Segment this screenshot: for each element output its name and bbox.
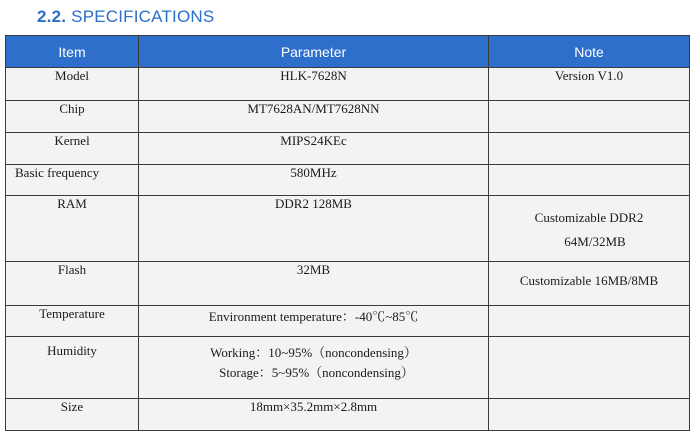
table-row-frequency	[6, 165, 690, 196]
note-line-2: 64M/32MB	[564, 234, 626, 249]
table-row-chip	[6, 101, 690, 133]
cell-note	[489, 165, 690, 196]
header-note: Note	[489, 36, 690, 68]
cell-parameter: 18mm×35.2mm×2.8mm	[139, 399, 489, 431]
section-title: SPECIFICATIONS	[71, 7, 215, 26]
specifications-table	[5, 35, 690, 431]
cell-item: Model	[6, 68, 139, 101]
cell-parameter	[139, 337, 489, 399]
cell-note	[489, 306, 690, 337]
cell-parameter: 580MHz	[139, 165, 489, 196]
cell-note	[489, 133, 690, 165]
section-number: 2.2.	[37, 7, 67, 26]
cell-note	[489, 337, 690, 399]
parameter-line-1: Working：10~95%（noncondensing）	[210, 345, 417, 360]
section-heading	[37, 7, 214, 27]
table-row-size	[6, 399, 690, 431]
cell-item: Chip	[6, 101, 139, 133]
cell-note	[489, 196, 690, 262]
table-row-humidity	[6, 337, 690, 399]
cell-item: RAM	[6, 196, 139, 262]
cell-item: Flash	[6, 262, 139, 306]
cell-parameter: Environment temperature：-40℃~85℃	[139, 306, 489, 337]
cell-parameter: DDR2 128MB	[139, 196, 489, 262]
table-row-flash	[6, 262, 690, 306]
parameter-line-2: Storage：5~95%（noncondensing）	[219, 365, 414, 380]
note-line-1: Customizable DDR2	[534, 210, 644, 225]
header-item: Item	[6, 36, 139, 68]
table-row-kernel	[6, 133, 690, 165]
cell-note	[489, 101, 690, 133]
cell-item: Humidity	[6, 337, 139, 399]
cell-note	[489, 399, 690, 431]
cell-item: Temperature	[6, 306, 139, 337]
cell-parameter: 32MB	[139, 262, 489, 306]
cell-note: Customizable 16MB/8MB	[489, 262, 690, 306]
cell-note: Version V1.0	[489, 68, 690, 101]
table-row-ram	[6, 196, 690, 262]
table-row-model	[6, 68, 690, 101]
table-row-temperature	[6, 306, 690, 337]
cell-item: Basic frequency	[6, 165, 139, 196]
cell-item: Kernel	[6, 133, 139, 165]
cell-parameter: MIPS24KEc	[139, 133, 489, 165]
cell-parameter: HLK-7628N	[139, 68, 489, 101]
cell-parameter: MT7628AN/MT7628NN	[139, 101, 489, 133]
table-header-row	[6, 36, 690, 68]
header-parameter: Parameter	[139, 36, 489, 68]
cell-item: Size	[6, 399, 139, 431]
